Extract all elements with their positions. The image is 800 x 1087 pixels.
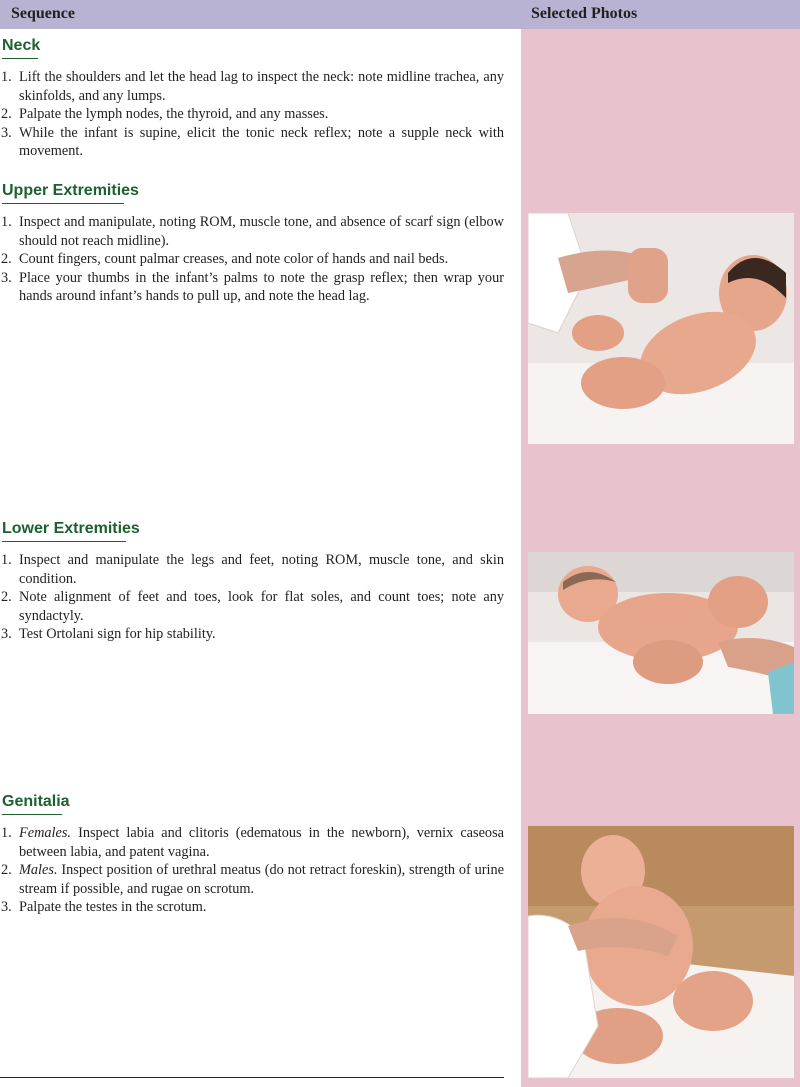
photo-upper-extremities (528, 213, 794, 444)
section-title-upper-extremities: Upper Extremities (2, 182, 139, 199)
genitalia-steps (0, 824, 504, 917)
photo-lower-extremities (528, 552, 794, 714)
section-title-neck: Neck (2, 37, 41, 54)
upper-extremities-steps (0, 213, 504, 306)
list-item: 1. Inspect and manipulate the legs and feet, noting ROM, muscle tone, and skin condition. (1, 552, 504, 587)
list-item: 2. Males. Inspect position of urethral meatus (do not retract foreskin), strength of urine stream if possible, and rugae on scrotum. (1, 862, 504, 897)
lower-extremities-steps (0, 551, 504, 644)
list-item: 3. While the infant is supine, elicit the tonic neck reflex; note a supple neck with movement. (1, 124, 504, 159)
list-item: 1. Inspect and manipulate, noting ROM, muscle tone, and absence of scarf sign (elbow should not reach midline). (1, 214, 504, 249)
section-title-underline (2, 814, 62, 815)
list-item: 1. Females. Inspect labia and clitoris (edematous in the newborn), vernix caseosa between labia, and patent vagina. (1, 825, 504, 860)
infant-exam-photo-icon (528, 826, 794, 1078)
section-title-underline (2, 203, 124, 204)
photo-genitalia (528, 826, 794, 1078)
selected-photos-column-header: Selected Photos (531, 5, 638, 22)
list-item: 3. Place your thumbs in the infant’s palms to note the grasp reflex; then wrap your hands around infant’s hands to pull up, and note the head lag. (1, 269, 504, 304)
section-title-underline (2, 58, 38, 59)
section-title-underline (2, 541, 126, 542)
list-item: 2. Note alignment of feet and toes, look for flat soles, and count toes; note any syndactyly. (1, 589, 504, 624)
sequence-column-header: Sequence (11, 5, 75, 22)
section-title-genitalia: Genitalia (2, 793, 70, 810)
list-item: 3. Test Ortolani sign for hip stability. (1, 626, 216, 642)
infant-legs-photo-icon (528, 552, 794, 714)
section-title-lower-extremities: Lower Extremities (2, 520, 140, 537)
bottom-rule (0, 1077, 504, 1078)
infant-arms-photo-icon (528, 213, 794, 444)
list-item: 2. Count fingers, count palmar creases, and note color of hands and nail beds. (1, 251, 449, 267)
table-header (0, 0, 800, 29)
list-item: 1. Lift the shoulders and let the head lag to inspect the neck: note midline trachea, any skinfolds, and any lumps. (1, 69, 504, 104)
list-item: 3. Palpate the testes in the scrotum. (1, 899, 207, 915)
list-item: 2. Palpate the lymph nodes, the thyroid, and any masses. (1, 106, 329, 122)
neck-steps (0, 68, 504, 161)
